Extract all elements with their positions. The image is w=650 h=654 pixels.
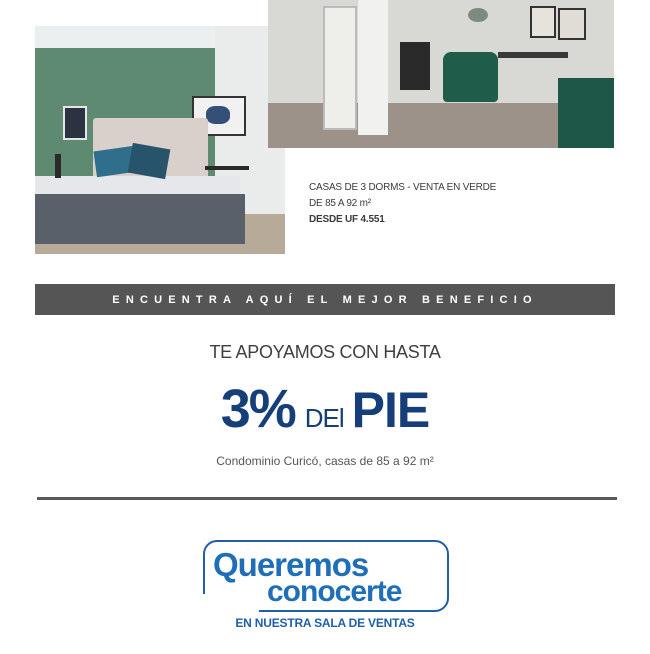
benefit-banner <box>35 284 615 315</box>
offer-del: DEl <box>304 403 344 433</box>
caption-price: DESDE UF 4.551 <box>309 214 385 225</box>
offer-subtitle: Condominio Curicó, casas de 85 a 92 m² <box>216 454 434 468</box>
queremos-conocerte-logo[interactable] <box>203 540 449 612</box>
banner-text: ENCUENTRA AQUÍ EL MEJOR BENEFICIO <box>112 293 538 306</box>
bedroom-photo <box>35 26 285 254</box>
section-divider <box>37 497 617 500</box>
caption-type: CASAS DE 3 DORMS - VENTA EN VERDE <box>309 182 497 193</box>
logo-line-1: Queremos <box>213 546 369 583</box>
offer-intro: TE APOYAMOS CON HASTA <box>209 342 441 362</box>
offer-percent: 3% <box>220 379 295 439</box>
offer-headline <box>0 378 650 440</box>
logo-line-2: conocerte <box>267 575 402 608</box>
caption-size: DE 85 A 92 m² <box>309 198 371 209</box>
sales-room-subtitle: EN NUESTRA SALA DE VENTAS <box>235 616 415 630</box>
property-caption <box>309 180 496 228</box>
living-room-photo <box>268 0 614 148</box>
offer-pie: PIE <box>351 382 430 438</box>
